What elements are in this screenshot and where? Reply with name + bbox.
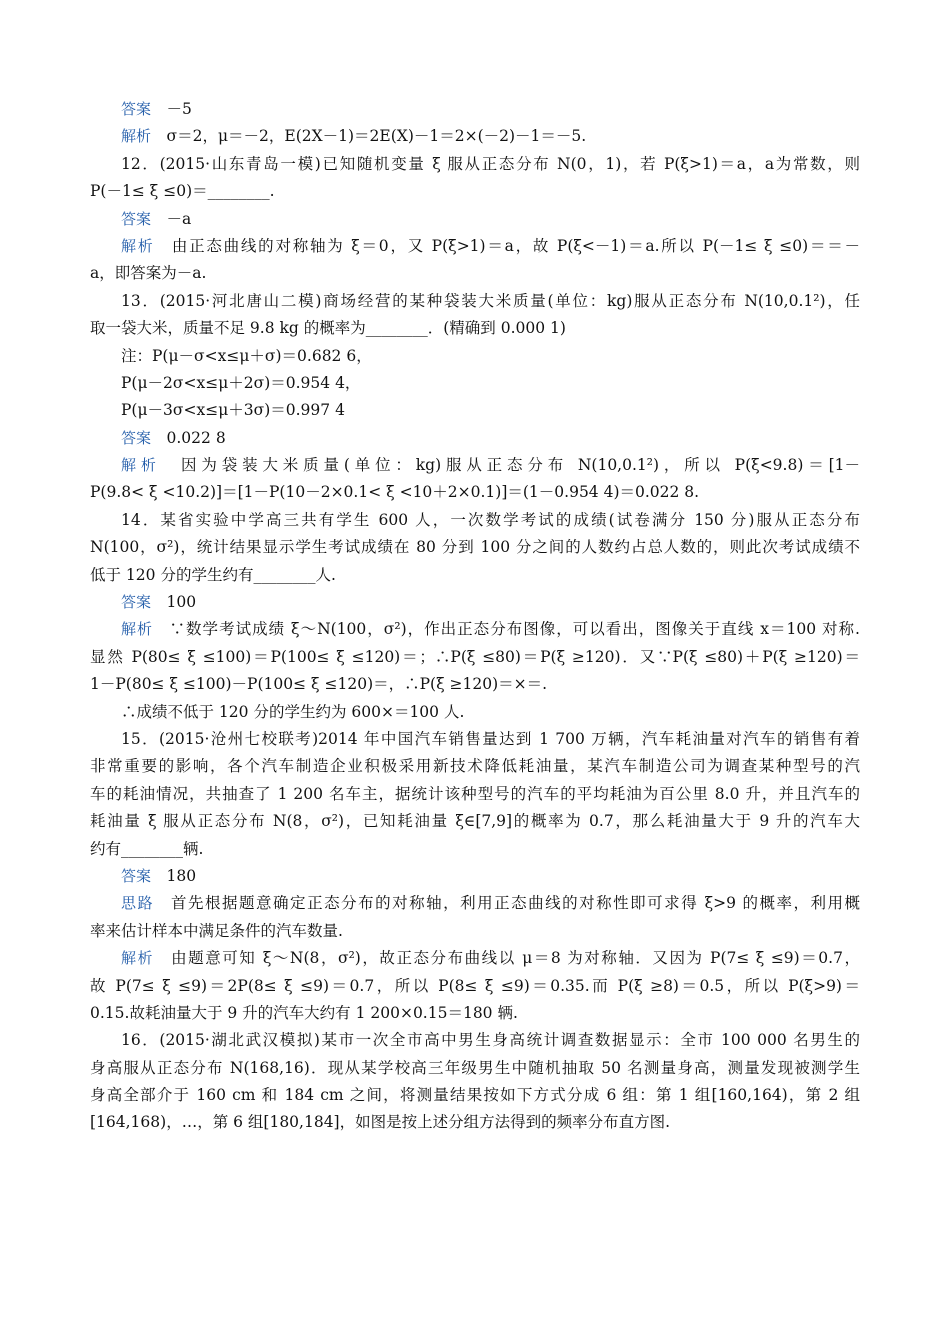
text-line <box>90 1000 860 1027</box>
line-text: 100 <box>151 593 197 612</box>
line-text: 显然 P(80≤ ξ ≤100)＝P(100≤ ξ ≤120)＝；∴P(ξ ≤80)＝P(ξ ≥120)．又∵P(ξ ≤80)＋P(ξ ≥120)＝ <box>90 647 860 666</box>
line-text: [164,168)，…，第 6 组[180,184]，如图是按上述分组方法得到的频率分布直方图. <box>90 1113 671 1132</box>
text-line <box>90 1027 860 1054</box>
line-text: 取一袋大米，质量不足 9.8 kg 的概率为________．(精确到 0.000 1) <box>90 319 566 338</box>
line-text: 12．(2015·山东青岛一模)已知随机变量 ξ 服从正态分布 N(0，1)，若 P(ξ>1)＝a，a为常数，则 <box>121 154 860 173</box>
text-line <box>90 1109 860 1136</box>
line-text: 0.15.故耗油量大于 9 升的汽车大约有 1 200×0.15＝180 辆. <box>90 1003 518 1022</box>
line-text: 由正态曲线的对称轴为 ξ＝0，又 P(ξ>1)＝a，故 P(ξ<－1)＝a.所以 P(－1≤ ξ ≤0)＝＝－ <box>154 236 860 255</box>
text-line <box>90 945 860 972</box>
text-line <box>90 973 860 1000</box>
line-text: 0.022 8 <box>151 428 226 447</box>
line-text: 15．(2015·沧州七校联考)2014 年中国汽车销售量达到 1 700 万辆，汽车耗油量对汽车的销售有着 <box>121 729 860 748</box>
text-line <box>90 96 860 123</box>
answer-label: 答案 <box>121 593 152 612</box>
text-line <box>90 425 860 452</box>
line-text: 16．(2015·湖北武汉模拟)某市一次全市高中男生身高统计调查数据显示：全市 100 000 名男生的 <box>121 1031 860 1050</box>
text-line <box>90 315 860 342</box>
line-text: σ＝2，μ＝－2，E(2X－1)＝2E(X)－1＝2×(－2)－1＝－5. <box>151 127 587 146</box>
line-text: 1－P(80≤ ξ ≤100)－P(100≤ ξ ≤120)＝，∴P(ξ ≥120)＝×＝. <box>90 675 548 694</box>
text-line <box>90 178 860 205</box>
answer-label: 思路 <box>121 894 155 913</box>
text-line <box>90 343 860 370</box>
answer-label: 解析 <box>121 236 155 255</box>
text-line <box>90 644 860 671</box>
line-text: P(9.8< ξ <10.2)]＝[1－P(10－2×0.1< ξ <10＋2×0.1)]＝(1－0.954 4)＝0.022 8. <box>90 483 700 502</box>
text-line <box>90 233 860 260</box>
text-line <box>90 562 860 589</box>
line-text: 因为袋装大米质量(单位：kg)服从正态分布 N(10,0.1²)，所以 P(ξ<9.8)＝[1－ <box>160 456 860 475</box>
text-line <box>90 808 860 835</box>
line-text: ∵数学考试成绩 ξ～N(100，σ²)，作出正态分布图像，可以看出，图像关于直线 x＝100 对称. <box>153 620 860 639</box>
line-text: －a <box>151 209 192 228</box>
text-line <box>90 671 860 698</box>
line-text: 身高服从正态分布 N(168,16)．现从某学校高三年级男生中随机抽取 50 名测量身高，测量发现被测学生 <box>90 1058 860 1077</box>
answer-label: 答案 <box>121 209 152 228</box>
line-text: a，即答案为－a. <box>90 264 207 283</box>
line-text: 车的耗油情况，共抽查了 1 200 名车主，据统计该种型号的汽车的平均耗油为百公里 8.0 升，并且汽车的 <box>90 784 860 803</box>
text-line <box>90 260 860 287</box>
answer-label: 解析 <box>121 620 154 639</box>
line-text: 13．(2015·河北唐山二模)商场经营的某种袋装大米质量(单位：kg)服从正态分布 N(10,0.1²)，任 <box>121 291 860 310</box>
answer-label: 解析 <box>121 949 155 968</box>
text-line <box>90 753 860 780</box>
text-line <box>90 918 860 945</box>
text-line <box>90 151 860 178</box>
line-text: N(100，σ²)，统计结果显示学生考试成绩在 80 分到 100 分之间的人数约占总人数的，则此次考试成绩不 <box>90 538 860 557</box>
text-line <box>90 726 860 753</box>
text-line <box>90 397 860 424</box>
text-line <box>90 534 860 561</box>
answer-label: 解析 <box>121 456 161 475</box>
text-line <box>90 123 860 150</box>
line-text: 耗油量 ξ 服从正态分布 N(8，σ²)，已知耗油量 ξ∈[7,9]的概率为 0.7，那么耗油量大于 9 升的汽车大 <box>90 812 860 831</box>
text-line <box>90 507 860 534</box>
line-text: ∴成绩不低于 120 分的学生约为 600×＝100 人. <box>121 702 465 721</box>
text-line <box>90 288 860 315</box>
text-line <box>90 1055 860 1082</box>
line-text: －5 <box>151 100 192 118</box>
text-line <box>90 206 860 233</box>
line-text: 率来估计样本中满足条件的汽车数量. <box>90 921 343 940</box>
line-text: 非常重要的影响，各个汽车制造企业积极采用新技术降低耗油量，某汽车制造公司为调查某种型号的汽 <box>90 757 860 776</box>
line-text: 低于 120 分的学生约有________人. <box>90 565 336 584</box>
text-line <box>90 616 860 643</box>
line-text: 14．某省实验中学高三共有学生 600 人，一次数学考试的成绩(试卷满分 150 分)服从正态分布 <box>121 510 860 529</box>
line-text: 注：P(μ－σ<x≤μ＋σ)＝0.682 6， <box>121 346 372 365</box>
line-text: P(μ－2σ<x≤μ＋2σ)＝0.954 4， <box>121 373 361 392</box>
text-line <box>90 1082 860 1109</box>
text-line <box>90 699 860 726</box>
line-text: P(μ－3σ<x≤μ＋3σ)＝0.997 4 <box>121 401 345 420</box>
text-line <box>90 781 860 808</box>
text-line <box>90 479 860 506</box>
line-text: 180 <box>151 866 197 885</box>
line-text: 首先根据题意确定正态分布的对称轴，利用正态曲线的对称性即可求得 ξ>9 的概率，利用概 <box>154 894 860 913</box>
text-line <box>90 370 860 397</box>
line-text: 故 P(7≤ ξ ≤9)＝2P(8≤ ξ ≤9)＝0.7，所以 P(8≤ ξ ≤9)＝0.35.而 P(ξ ≥8)＝0.5，所以 P(ξ>9)＝ <box>90 976 860 995</box>
answer-label: 答案 <box>121 866 152 885</box>
text-line <box>90 836 860 863</box>
line-text: P(－1≤ ξ ≤0)＝________. <box>90 182 275 201</box>
text-line <box>90 452 860 479</box>
answer-label: 解析 <box>121 127 152 146</box>
line-text: 身高全部介于 160 cm 和 184 cm 之间，将测量结果按如下方式分成 6 组：第 1 组[160,164)，第 2 组 <box>90 1086 860 1105</box>
text-line <box>90 890 860 917</box>
answer-label: 答案 <box>121 428 152 447</box>
text-line <box>90 863 860 890</box>
line-text: 由题意可知 ξ～N(8，σ²)，故正态分布曲线以 μ＝8 为对称轴．又因为 P(7≤ ξ ≤9)＝0.7， <box>154 949 860 968</box>
text-line <box>90 589 860 616</box>
answer-label: 答案 <box>121 100 152 118</box>
line-text: 约有________辆. <box>90 839 204 858</box>
